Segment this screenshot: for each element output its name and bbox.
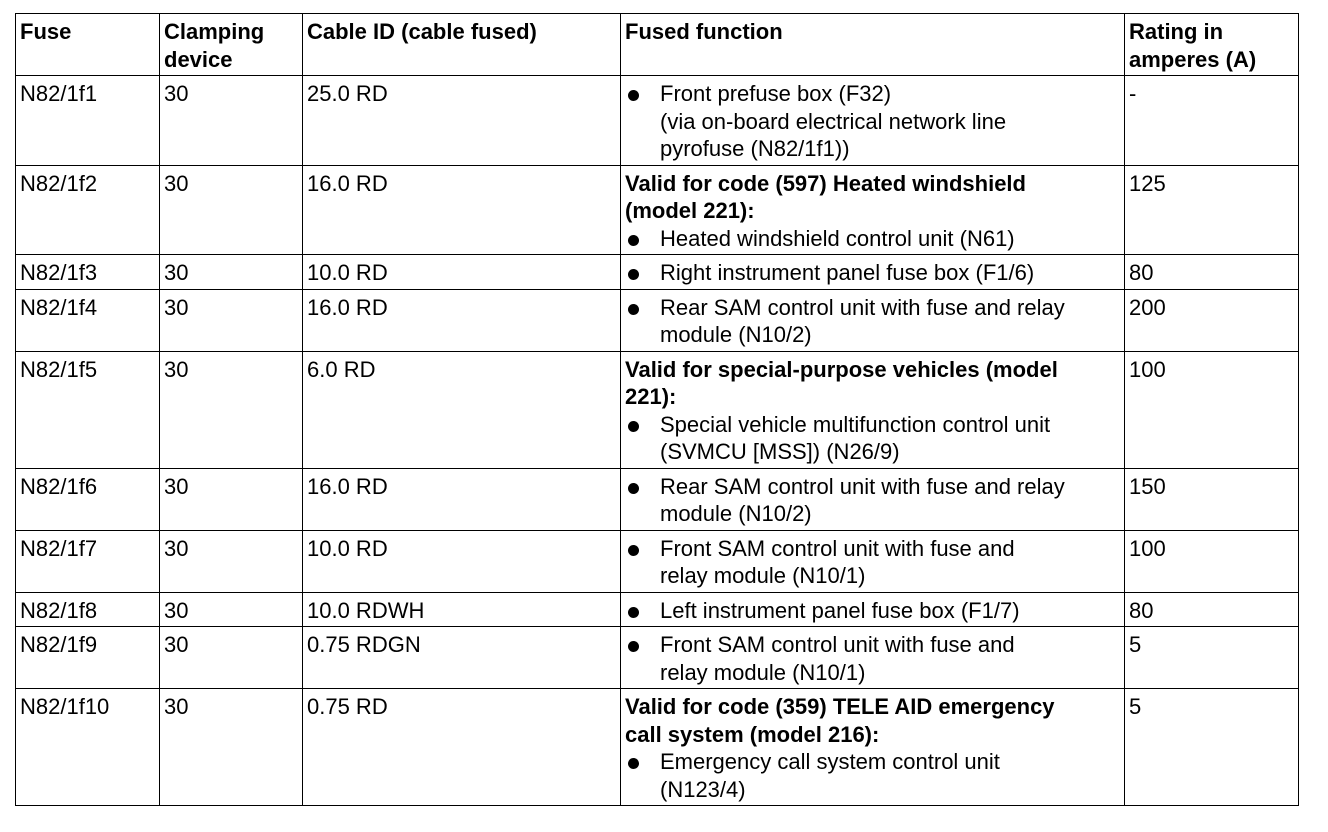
cable-id-cell: 10.0 RDWH <box>303 592 621 627</box>
header-rating-line: amperes (A) <box>1129 46 1257 72</box>
cable-id-cell: 10.0 RD <box>303 255 621 290</box>
function-bullet-item <box>625 259 1120 287</box>
fuse-cell: N82/1f6 <box>16 468 160 530</box>
rating-cell: 100 <box>1125 530 1299 592</box>
function-bullet-line: relay module (N10/1) <box>660 659 866 685</box>
table-row <box>16 351 1299 468</box>
cable-id-cell: 0.75 RDGN <box>303 627 621 689</box>
clamping-device-cell: 30 <box>160 592 303 627</box>
fused-function-cell <box>621 530 1125 592</box>
fused-function-cell <box>621 76 1125 166</box>
fuse-cell: N82/1f10 <box>16 689 160 806</box>
function-bullet-item <box>625 535 1120 590</box>
function-bullet-line: Left instrument panel fuse box (F1/7) <box>660 597 1020 623</box>
rating-cell: - <box>1125 76 1299 166</box>
function-bullet-item <box>625 411 1120 466</box>
function-bullet-list <box>625 535 1120 590</box>
clamping-device-cell: 30 <box>160 289 303 351</box>
rating-cell: 100 <box>1125 351 1299 468</box>
function-bullet-list <box>625 631 1120 686</box>
function-bullet-item <box>625 748 1120 803</box>
fused-function-cell <box>621 351 1125 468</box>
fuse-cell: N82/1f4 <box>16 289 160 351</box>
function-bullet-list <box>625 259 1120 287</box>
function-bullet-line: module (N10/2) <box>660 322 812 347</box>
function-bullet-line: Special vehicle multifunction control unit <box>660 411 1051 437</box>
table-row <box>16 76 1299 166</box>
fuse-cell: N82/1f3 <box>16 255 160 290</box>
function-bullet-line: Heated windshield control unit (N61) <box>660 225 1015 251</box>
header-fuse: Fuse <box>16 14 160 76</box>
fuse-table <box>15 13 1299 806</box>
function-heading: Valid for code (597) Heated windshield <box>625 170 1026 196</box>
table-body <box>16 76 1299 806</box>
clamping-device-cell: 30 <box>160 255 303 290</box>
function-bullet-line: Front SAM control unit with fuse and <box>660 535 1015 561</box>
clamping-device-cell: 30 <box>160 165 303 255</box>
function-bullet-item <box>625 631 1120 686</box>
fused-function-cell <box>621 627 1125 689</box>
fuse-cell: N82/1f7 <box>16 530 160 592</box>
table-row <box>16 468 1299 530</box>
table-row <box>16 592 1299 627</box>
function-bullet-line: Rear SAM control unit with fuse and relay <box>660 294 1065 320</box>
cable-id-cell: 0.75 RD <box>303 689 621 806</box>
rating-cell: 125 <box>1125 165 1299 255</box>
function-heading: call system (model 216): <box>625 721 880 747</box>
fuse-cell: N82/1f2 <box>16 165 160 255</box>
fuse-cell: N82/1f5 <box>16 351 160 468</box>
function-bullet-line: Right instrument panel fuse box (F1/6) <box>660 260 1035 285</box>
function-bullet-item <box>625 473 1120 528</box>
table-row <box>16 165 1299 255</box>
fused-function-cell <box>621 468 1125 530</box>
clamping-device-cell: 30 <box>160 468 303 530</box>
fused-function-cell <box>621 592 1125 627</box>
function-bullet-list <box>625 80 1120 163</box>
function-bullet-list <box>625 473 1120 528</box>
function-bullet-line: Front prefuse box (F32) <box>660 81 892 106</box>
function-bullet-line: Emergency call system control unit <box>660 749 1000 774</box>
cable-id-cell: 6.0 RD <box>303 351 621 468</box>
cable-id-cell: 16.0 RD <box>303 165 621 255</box>
header-fused-function: Fused function <box>621 14 1125 76</box>
function-bullet-line: relay module (N10/1) <box>660 563 866 588</box>
cable-id-cell: 25.0 RD <box>303 76 621 166</box>
function-bullet-line: (N123/4) <box>660 776 746 802</box>
function-bullet-line: Front SAM control unit with fuse and <box>660 632 1015 657</box>
fused-function-cell <box>621 255 1125 290</box>
rating-cell: 200 <box>1125 289 1299 351</box>
table-row <box>16 689 1299 806</box>
clamping-device-cell: 30 <box>160 351 303 468</box>
function-heading: Valid for special-purpose vehicles (model <box>625 356 1058 382</box>
rating-cell: 80 <box>1125 255 1299 290</box>
header-clamping-line: device <box>164 46 233 72</box>
header-cable-id: Cable ID (cable fused) <box>303 14 621 76</box>
rating-cell: 80 <box>1125 592 1299 627</box>
clamping-device-cell: 30 <box>160 76 303 166</box>
rating-cell: 5 <box>1125 689 1299 806</box>
fuse-cell: N82/1f8 <box>16 592 160 627</box>
table-row <box>16 255 1299 290</box>
function-bullet-item <box>625 80 1120 163</box>
function-heading: Valid for code (359) TELE AID emergency <box>625 694 1055 719</box>
rating-cell: 150 <box>1125 468 1299 530</box>
fused-function-cell <box>621 165 1125 255</box>
function-bullet-line: pyrofuse (N82/1f1)) <box>660 136 850 161</box>
function-heading: (model 221): <box>625 198 755 223</box>
rating-cell: 5 <box>1125 627 1299 689</box>
clamping-device-cell: 30 <box>160 689 303 806</box>
clamping-device-cell: 30 <box>160 530 303 592</box>
function-bullet-line: (SVMCU [MSS]) (N26/9) <box>660 439 900 464</box>
function-bullet-list <box>625 294 1120 349</box>
fuse-cell: N82/1f9 <box>16 627 160 689</box>
function-bullet-list <box>625 597 1120 625</box>
function-bullet-list <box>625 411 1120 466</box>
header-clamping-line: Clamping <box>164 19 265 44</box>
function-bullet-item <box>625 597 1120 625</box>
header-rating <box>1125 14 1299 76</box>
function-bullet-item <box>625 294 1120 349</box>
cable-id-cell: 10.0 RD <box>303 530 621 592</box>
table-row <box>16 530 1299 592</box>
function-bullet-item <box>625 225 1120 253</box>
header-row <box>16 14 1299 76</box>
function-bullet-list <box>625 748 1120 803</box>
table-row <box>16 627 1299 689</box>
function-heading: 221): <box>625 384 677 409</box>
function-bullet-line: Rear SAM control unit with fuse and relay <box>660 473 1065 499</box>
fused-function-cell <box>621 689 1125 806</box>
clamping-device-cell: 30 <box>160 627 303 689</box>
fused-function-cell <box>621 289 1125 351</box>
cable-id-cell: 16.0 RD <box>303 289 621 351</box>
function-bullet-line: module (N10/2) <box>660 501 812 526</box>
cable-id-cell: 16.0 RD <box>303 468 621 530</box>
function-bullet-list <box>625 225 1120 253</box>
function-bullet-line: (via on-board electrical network line <box>660 108 1007 134</box>
header-rating-line: Rating in <box>1129 19 1224 44</box>
table-row <box>16 289 1299 351</box>
header-clamping-device <box>160 14 303 76</box>
fuse-cell: N82/1f1 <box>16 76 160 166</box>
